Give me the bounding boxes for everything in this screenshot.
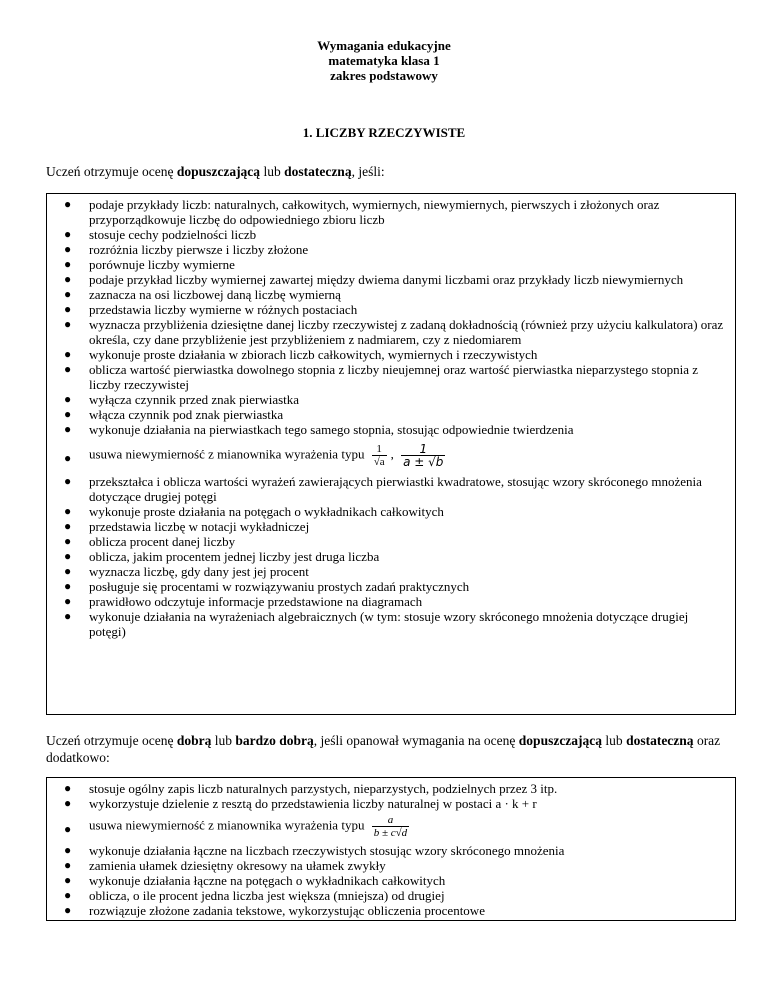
bullet-icon: ●	[64, 287, 72, 301]
bullet-icon: ●	[64, 858, 72, 872]
list-item	[47, 609, 735, 639]
bullet-icon: ●	[64, 594, 72, 608]
bullet-icon: ●	[64, 272, 72, 286]
list-item-formula-2	[47, 811, 735, 843]
list-item-text: podaje przykład liczby wymiernej zawartej między dwiema danymi liczbami oraz przykłady liczb niewymiernych	[89, 272, 684, 287]
formula-item-list-1	[47, 437, 735, 474]
list-item	[47, 362, 735, 392]
bullet-icon: ●	[64, 317, 72, 331]
bullet-icon: ●	[64, 549, 72, 563]
list-item	[47, 781, 735, 796]
list-item-text: posługuje się procentami w rozwiązywaniu prostych zadań praktycznych	[89, 579, 470, 594]
bullet-icon: ●	[64, 609, 72, 623]
list-item-text: oblicza, jakim procentem jednej liczby jest druga liczba	[89, 549, 380, 564]
bullet-icon: ●	[64, 347, 72, 361]
intro1-text-post: , jeśli:	[351, 164, 385, 179]
bullet-icon: ●	[64, 564, 72, 578]
section-title: 1. LICZBY RZECZYWISTE	[302, 125, 466, 140]
list-item	[47, 197, 735, 227]
bullet-icon: ●	[64, 888, 72, 902]
list-item-text: wyłącza czynnik przed znak pierwiastka	[89, 392, 300, 407]
fraction-a-over-b-pm-c-sqrt-d	[372, 814, 409, 839]
list-item	[47, 843, 735, 858]
list-item	[47, 534, 735, 549]
list-item-text: wyznacza liczbę, gdy dany jest jej procent	[89, 564, 309, 579]
bullet-icon: ●	[64, 451, 72, 465]
list-item	[47, 888, 735, 903]
fraction-numerator: a	[387, 814, 394, 826]
bullet-icon: ●	[64, 504, 72, 518]
list-item-text: wykonuje działania na pierwiastkach tego samego stopnia, stosując odpowiednie twierdzenia	[89, 422, 574, 437]
list-item	[47, 347, 735, 362]
bullet-icon: ●	[64, 407, 72, 421]
doc-title-line3: zakres podstawowy	[330, 68, 438, 83]
bullet-icon: ●	[64, 822, 72, 836]
intro-paragraph-2	[46, 732, 736, 766]
list-item-text: rozróżnia liczby pierwsze i liczby złożone	[89, 242, 309, 257]
intro1-text-mid: lub	[260, 164, 285, 179]
bullet-icon: ●	[64, 519, 72, 533]
bullet-icon: ●	[64, 796, 72, 810]
fraction-numerator: 1	[419, 442, 428, 456]
fraction-denominator: √a	[373, 456, 385, 468]
intro2-bold4: dostateczną	[626, 733, 694, 748]
requirements-box-1	[46, 193, 736, 715]
doc-title-line2: matematyka klasa 1	[328, 53, 440, 68]
bullet-icon: ●	[64, 392, 72, 406]
list-item	[47, 317, 735, 347]
list-item	[47, 407, 735, 422]
list-item-text: włącza czynnik pod znak pierwiastka	[89, 407, 284, 422]
list-item-text: przedstawia liczbę w notacji wykładniczej	[89, 519, 310, 534]
doc-title-line1: Wymagania edukacyjne	[317, 38, 451, 53]
intro-paragraph-1	[46, 163, 736, 180]
intro2-text-mid2: , jeśli opanował wymagania na ocenę	[313, 733, 519, 748]
list-item	[47, 873, 735, 888]
list-item-text: wykonuje działania na wyrażeniach algebraicznych (w tym: stosuje wzory skróconego mnożenia dotyczące drugiej potęgi)	[89, 609, 689, 639]
list-item-text: przekształca i oblicza wartości wyrażeń zawierających pierwiastki kwadratowe, stosując wzory skróconego mnożenia dotyczące drugiej potęgi	[89, 474, 702, 504]
bullet-icon: ●	[64, 903, 72, 917]
list-item-text: wykonuje proste działania w zbiorach liczb całkowitych, wymiernych i rzeczywistych	[89, 347, 538, 362]
list-item	[47, 564, 735, 579]
bullet-icon: ●	[64, 362, 72, 376]
intro2-text-post: oraz dodatkowo:	[46, 733, 721, 765]
list-item-text: porównuje liczby wymierne	[89, 257, 235, 272]
list-item	[47, 796, 735, 811]
bullet-icon: ●	[64, 843, 72, 857]
intro1-bold2: dostateczną	[284, 164, 352, 179]
bullet-icon: ●	[64, 873, 72, 887]
list-item	[47, 302, 735, 317]
list-item-text: oblicza procent danej liczby	[89, 534, 236, 549]
fraction-1-over-a-pm-sqrt-b	[401, 443, 445, 468]
list-item-text: oblicza wartość pierwiastka dowolnego stopnia z liczby nieujemnej oraz wartość pierwiastka nieparzystego stopnia z liczby rzeczywistej	[89, 362, 698, 392]
list-item	[47, 903, 735, 918]
list-item	[47, 504, 735, 519]
bullet-icon: ●	[64, 474, 72, 488]
list-item	[47, 227, 735, 242]
list-item-text: prawidłowo odczytuje informacje przedstawione na diagramach	[89, 594, 423, 609]
list-item-text: oblicza, o ile procent jedna liczba jest większa (mniejsza) od drugiej	[89, 888, 445, 903]
bullet-icon: ●	[64, 302, 72, 316]
list-item	[47, 257, 735, 272]
requirements-list-2b	[47, 843, 735, 918]
list-item	[47, 272, 735, 287]
list-item	[47, 519, 735, 534]
list-item	[47, 858, 735, 873]
list-item	[47, 242, 735, 257]
list-item	[47, 474, 735, 504]
list-item-text: wyznacza przybliżenia dziesiętne danej liczby rzeczywistej z zadaną dokładnością (również przy użyciu kalkulatora) oraz określa, czy dane przybliżenie jest przybliżeniem z nadmiarem, czy z niedomiarem	[89, 317, 724, 347]
list-item	[47, 549, 735, 564]
intro2-text-mid1: lub	[211, 733, 236, 748]
bullet-icon: ●	[64, 197, 72, 211]
list-item	[47, 287, 735, 302]
bullet-icon: ●	[64, 534, 72, 548]
list-item	[47, 579, 735, 594]
intro1-bold1: dopuszczającą	[176, 164, 261, 179]
bullet-icon: ●	[64, 781, 72, 795]
intro2-bold3: dopuszczającą	[518, 733, 603, 748]
intro2-bold2: bardzo dobrą	[235, 733, 314, 748]
list-item	[47, 392, 735, 407]
requirements-list-2a	[47, 781, 735, 811]
intro1-text: Uczeń otrzymuje ocenę	[46, 164, 177, 179]
fraction-1-over-sqrt-a	[372, 443, 387, 468]
formula-comma: ,	[390, 446, 394, 462]
bullet-icon: ●	[64, 422, 72, 436]
requirements-box-2	[46, 777, 736, 921]
list-item-text: przedstawia liczby wymierne w różnych postaciach	[89, 302, 358, 317]
list-item-text: wykonuje działania łączne na potęgach o wykładnikach całkowitych	[89, 873, 446, 888]
list-item-text: wykonuje proste działania na potęgach o wykładnikach całkowitych	[89, 504, 444, 519]
list-item-text: podaje przykłady liczb: naturalnych, całkowitych, wymiernych, niewymiernych, pierwszych i złożonych oraz przyporządkowuje liczbę do odpowiedniego zbioru liczb	[89, 197, 660, 227]
formula-text-1: usuwa niewymierność z mianownika wyrażenia typu	[89, 446, 365, 462]
fraction-numerator: 1	[376, 443, 382, 455]
bullet-icon: ●	[64, 579, 72, 593]
intro2-bold1: dobrą	[176, 733, 212, 748]
bullet-icon: ●	[64, 227, 72, 241]
bullet-icon: ●	[64, 257, 72, 271]
list-item-text: wykonuje działania łączne na liczbach rzeczywistych stosując wzory skróconego mnożenia	[89, 843, 565, 858]
fraction-denominator: a ± √b	[403, 455, 444, 469]
requirements-list-1b	[47, 474, 735, 639]
list-item-text: zaznacza na osi liczbowej daną liczbę wymierną	[89, 287, 341, 302]
list-item-formula-1	[47, 437, 735, 474]
list-item-text: rozwiązuje złożone zadania tekstowe, wykorzystując obliczenia procentowe	[89, 903, 485, 918]
list-item-text: stosuje cechy podzielności liczb	[89, 227, 257, 242]
list-item-text: zamienia ułamek dziesiętny okresowy na ułamek zwykły	[89, 858, 386, 873]
requirements-list-1	[47, 197, 735, 437]
intro2-text-mid3: lub	[602, 733, 627, 748]
formula-item-list-2	[47, 811, 735, 843]
intro2-text: Uczeń otrzymuje ocenę	[46, 733, 177, 748]
bullet-icon: ●	[64, 242, 72, 256]
formula-text-2: usuwa niewymierność z mianownika wyrażenia typu	[89, 817, 365, 833]
fraction-denominator: b ± c√d	[373, 827, 408, 839]
list-item-text: wykorzystuje dzielenie z resztą do przedstawienia liczby naturalnej w postaci a · k + r	[89, 796, 537, 811]
list-item-text: stosuje ogólny zapis liczb naturalnych parzystych, nieparzystych, podzielnych przez 3 itp.	[89, 781, 558, 796]
list-item	[47, 594, 735, 609]
list-item	[47, 422, 735, 437]
